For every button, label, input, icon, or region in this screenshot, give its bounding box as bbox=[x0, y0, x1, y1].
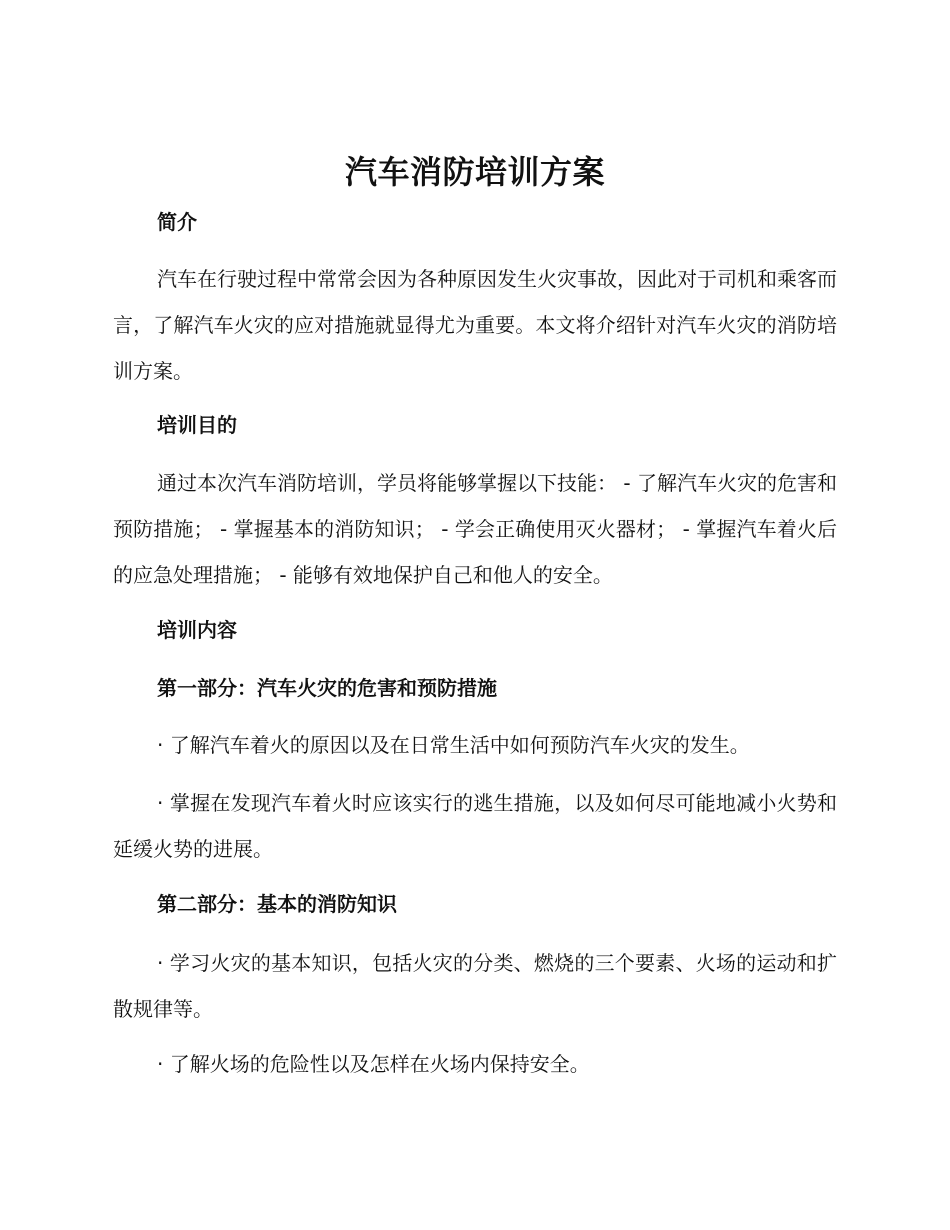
subsection-heading-part2: 第二部分：基本的消防知识 bbox=[157, 892, 397, 916]
section-heading-content: 培训内容 bbox=[157, 618, 237, 642]
list-item-part2-2: · 了解火场的危险性以及怎样在火场内保持安全。 bbox=[157, 1052, 590, 1076]
paragraph-intro: 汽车在行驶过程中常常会因为各种原因发生火灾事故，因此对于司机和乘客而言，了解汽车火灾的应对措施就显得尤为重要。本文将介绍针对汽车火灾的消防培训方案。 bbox=[113, 267, 837, 383]
list-item-part2-1: · 学习火灾的基本知识，包括火灾的分类、燃烧的三个要素、火场的运动和扩散规律等。 bbox=[113, 951, 837, 1021]
paragraph-purpose: 通过本次汽车消防培训，学员将能够掌握以下技能： - 了解汽车火灾的危害和预防措施； - 掌握基本的消防知识； - 学会正确使用灭火器材； - 掌握汽车着火后的应急处理措施； - 能够有效地保护自己和他人的安全。 bbox=[113, 471, 837, 587]
list-item-part1-1: · 了解汽车着火的原因以及在日常生活中如何预防汽车火灾的发生。 bbox=[157, 733, 750, 757]
section-heading-intro: 简介 bbox=[157, 210, 197, 234]
list-item-part1-2: · 掌握在发现汽车着火时应该实行的逃生措施，以及如何尽可能地减小火势和延缓火势的进展。 bbox=[113, 791, 837, 861]
section-heading-purpose: 培训目的 bbox=[157, 413, 237, 437]
document-title: 汽车消防培训方案 bbox=[344, 153, 605, 191]
subsection-heading-part1: 第一部分：汽车火灾的危害和预防措施 bbox=[157, 676, 497, 700]
